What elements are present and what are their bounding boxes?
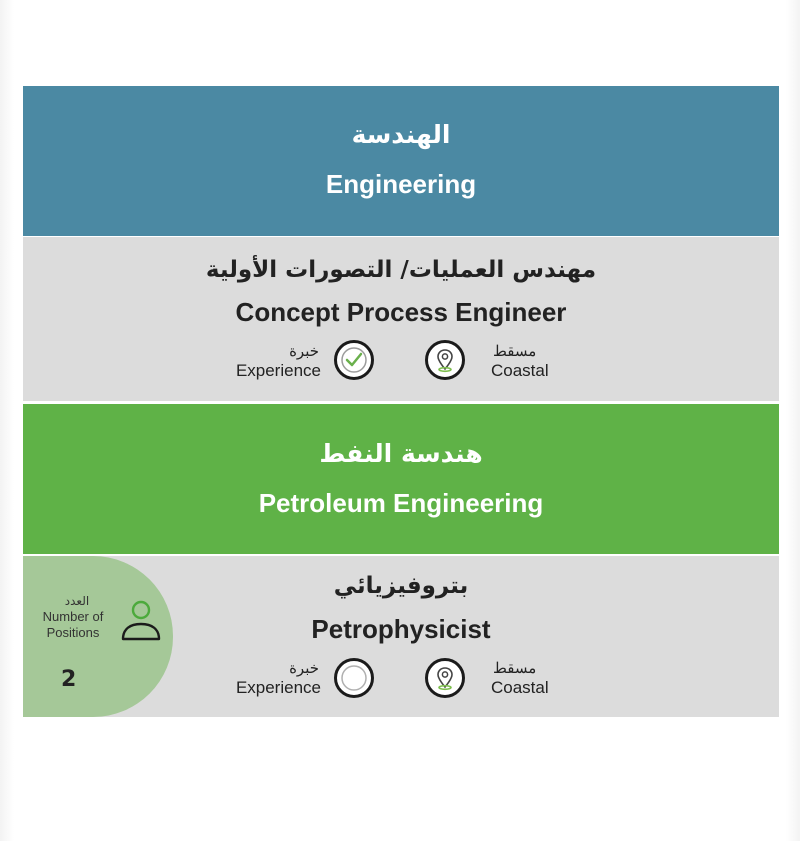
section-header-petroleum-engineering (23, 404, 779, 554)
empty-circle-icon (334, 658, 374, 698)
section-title-en: Petroleum Engineering (258, 488, 544, 518)
location-label-en: Coastal (491, 678, 549, 697)
map-pin-icon (425, 340, 465, 380)
location-label-en: Coastal (491, 361, 549, 380)
section-title-ar: هندسة النفط (319, 439, 483, 468)
count-label-en: Number of Positions (42, 609, 104, 640)
job-title-ar: بتروفيزيائي (333, 573, 469, 599)
job-title-en: Petrophysicist (311, 614, 491, 644)
experience-label (201, 660, 321, 698)
section-title-ar: الهندسة (351, 120, 451, 149)
location-label-ar: مسقط (493, 660, 537, 677)
experience-label-en: Experience (235, 361, 321, 380)
map-pin-icon (425, 658, 465, 698)
job-card-concept-process-engineer[interactable] (23, 237, 779, 401)
experience-label-ar: خبرة (289, 343, 319, 360)
job-title-en: Concept Process Engineer (235, 297, 567, 327)
location-label-ar: مسقط (493, 343, 537, 360)
location-label (491, 660, 611, 698)
count-label-ar: العدد (64, 594, 90, 608)
section-title-en: Engineering (325, 169, 477, 199)
job-card-petrophysicist[interactable] (23, 556, 779, 717)
location-label (491, 343, 611, 381)
job-title-ar: مهندس العمليات/ التصورات الأولية (205, 257, 597, 283)
experience-label-ar: خبرة (289, 660, 319, 677)
section-header-engineering (23, 86, 779, 236)
experience-label (201, 343, 321, 381)
count-value: 2 (61, 667, 77, 692)
check-circle-icon (334, 340, 374, 380)
experience-label-en: Experience (235, 678, 321, 697)
